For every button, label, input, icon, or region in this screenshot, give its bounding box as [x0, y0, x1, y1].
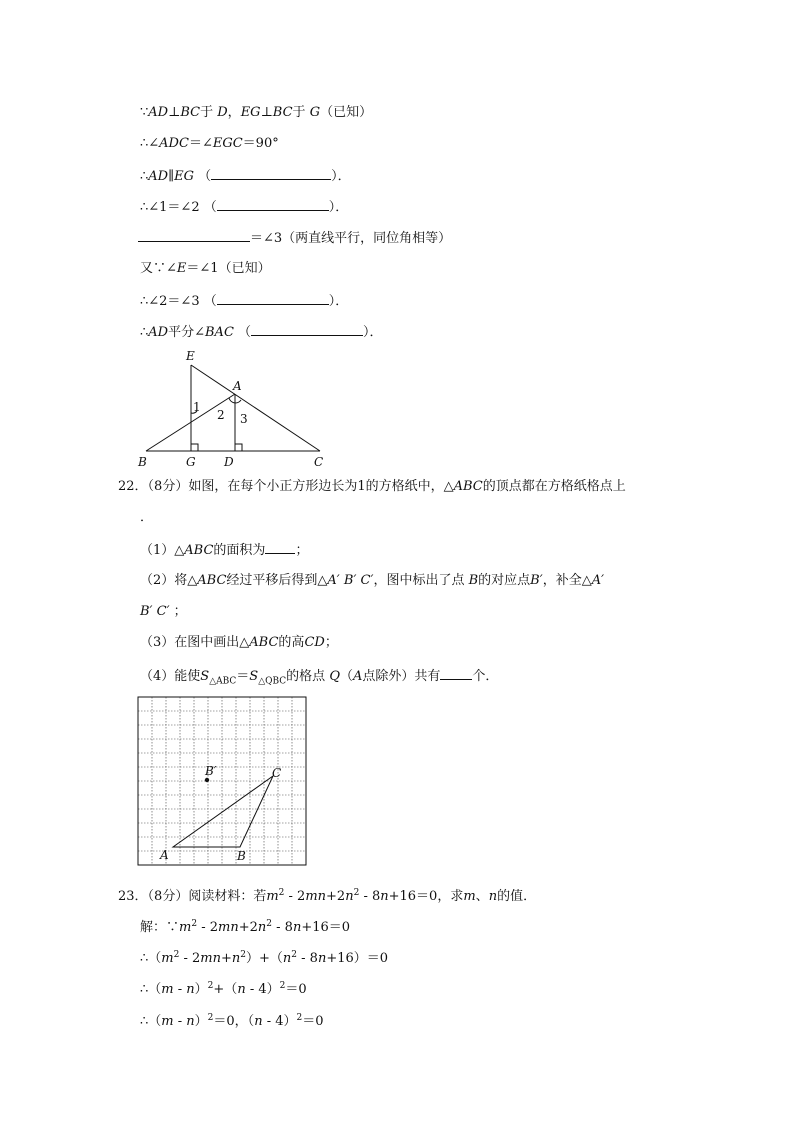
angle-arc-2	[229, 398, 235, 403]
q22-stem: 22．（8分）如图，在每个小正方形边长为1的方格纸中，△ABC的顶点都在方格纸格点上	[118, 479, 626, 494]
proof-line-1: ∵AD⊥BC于 D，EG⊥BC于 G（已知）	[140, 105, 373, 120]
grid-label-c: C	[272, 766, 282, 780]
q22-part-4: （4）能使$S_{\triangle ABC}=S_{\triangle QBC}$的格点 Q（A点除外）共有 个．	[140, 666, 498, 691]
answer-blank[interactable]	[138, 228, 250, 242]
q22-part-3: （3）在图中画出△ABC的高CD；	[140, 635, 338, 650]
q23-stem: 23．（8分）阅读材料：若$m^2 - 2mn+2n^2 - 8n+16=0$，求m、n的值．	[118, 888, 537, 904]
geometry-figure	[130, 345, 340, 475]
label-a: A	[233, 379, 242, 393]
answer-blank[interactable]	[440, 666, 472, 680]
segment-ec	[191, 365, 320, 451]
proof-line-8: ∴AD平分∠BAC （ ）．	[140, 322, 383, 342]
right-angle-mark-d	[235, 444, 242, 451]
label-e: E	[186, 349, 195, 363]
grid-label-a: A	[160, 848, 169, 862]
proof-line-4: ∴∠1＝∠2 （ ）．	[140, 197, 348, 217]
answer-blank[interactable]	[211, 166, 331, 180]
grid-label-b-prime: B′	[205, 764, 217, 778]
label-d: D	[224, 455, 234, 469]
proof-line-2: ∴∠ADC＝∠EGC＝90°	[140, 136, 279, 151]
square-grid-figure	[130, 690, 320, 875]
q22-part-2: （2）将△ABC经过平移后得到△A′ B′ C′，图中标出了点 B的对应点B′，补全△A′	[140, 573, 605, 588]
q22-stem-end: ．	[140, 510, 154, 525]
answer-blank[interactable]	[217, 291, 329, 305]
label-angle-1: 1	[193, 400, 201, 414]
proof-line-3: ∴AD∥EG （ ）．	[140, 166, 351, 186]
answer-blank[interactable]	[251, 322, 363, 336]
triangle-abc	[173, 776, 273, 847]
point-b-prime	[205, 778, 209, 782]
proof-line-7: ∴∠2＝∠3 （ ）．	[140, 291, 348, 311]
angle-arc-3	[235, 400, 241, 403]
q23-solution-2: $\therefore(m^2 - 2mn+n^2)+(n^2 - 8n+16)=0$	[140, 950, 389, 966]
right-angle-mark-g	[191, 444, 198, 451]
q23-solution-3: ∴（m - n）$^2$+（n - 4）$^2$＝0	[140, 981, 307, 997]
q22-part-2-cont: B′ C′ ；	[140, 604, 187, 619]
answer-blank[interactable]	[265, 540, 295, 554]
label-g: G	[186, 455, 196, 469]
label-b: B	[138, 455, 147, 469]
proof-line-6: 又∵∠E＝∠1（已知）	[140, 261, 271, 276]
q23-solution-4: ∴（m - n）$^2$＝0，（n - 4）$^2$＝0	[140, 1013, 324, 1029]
q23-solution-1: 解：$\because m^2 - 2mn+2n^2 - 8n+16=0$	[140, 919, 351, 935]
q22-part-1: （1）△ABC的面积为 ；	[140, 540, 308, 560]
grid-label-b: B	[237, 849, 246, 863]
label-angle-3: 3	[240, 412, 248, 426]
label-c: C	[314, 455, 324, 469]
answer-blank[interactable]	[217, 197, 329, 211]
label-angle-2: 2	[217, 408, 225, 422]
proof-line-5: ＝∠3（两直线平行，同位角相等）	[138, 228, 451, 248]
